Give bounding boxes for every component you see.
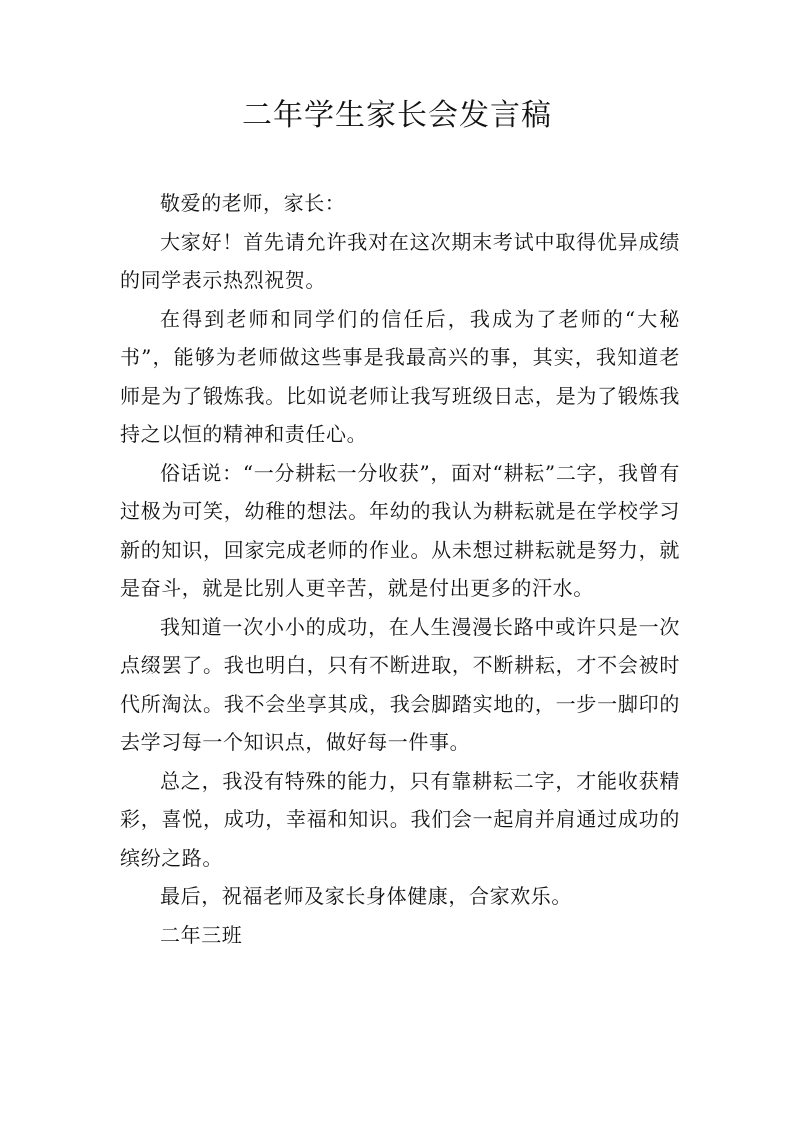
paragraph-secretary: 在得到老师和同学们的信任后，我成为了老师的“大秘书”，能够为老师做这些事是我最高兴的事，其实，我知道老师是为了锻炼我。比如说老师让我写班级日志，是为了锻炼我持之以恒的精神和责任心。 (120, 306, 680, 446)
signature-class: 二年三班 (160, 922, 243, 947)
paragraph-success: 我知道一次小小的成功，在人生漫漫长路中或许只是一次点缀罢了。我也明白，只有不断进取，不断耕耘，才不会被时代所淘汰。我不会坐享其成，我会脚踏实地的，一步一脚印的去学习每一个知识点，做好每一件事。 (120, 614, 680, 754)
paragraph-greeting: 大家好！首先请允许我对在这次期末考试中取得优异成绩的同学表示热烈祝贺。 (120, 229, 680, 292)
document-body (120, 184, 680, 954)
salutation: 敬爱的老师，家长： (160, 191, 346, 215)
document-title: 二年学生家长会发言稿 (242, 98, 552, 133)
paragraph-conclusion: 总之，我没有特殊的能力，只有靠耕耘二字，才能收获精彩，喜悦，成功，幸福和知识。我们会一起肩并肩通过成功的缤纷之路。 (120, 768, 680, 870)
paragraph-proverb: 俗话说：“一分耕耘一分收获”，面对“耕耘”二字，我曾有过极为可笑，幼稚的想法。年幼的我认为耕耘就是在学校学习新的知识，回家完成老师的作业。从未想过耕耘就是努力，就是奋斗，就是比别人更辛苦，就是付出更多的汗水。 (120, 460, 680, 600)
paragraph-blessing: 最后，祝福老师及家长身体健康，合家欢乐。 (160, 884, 572, 908)
